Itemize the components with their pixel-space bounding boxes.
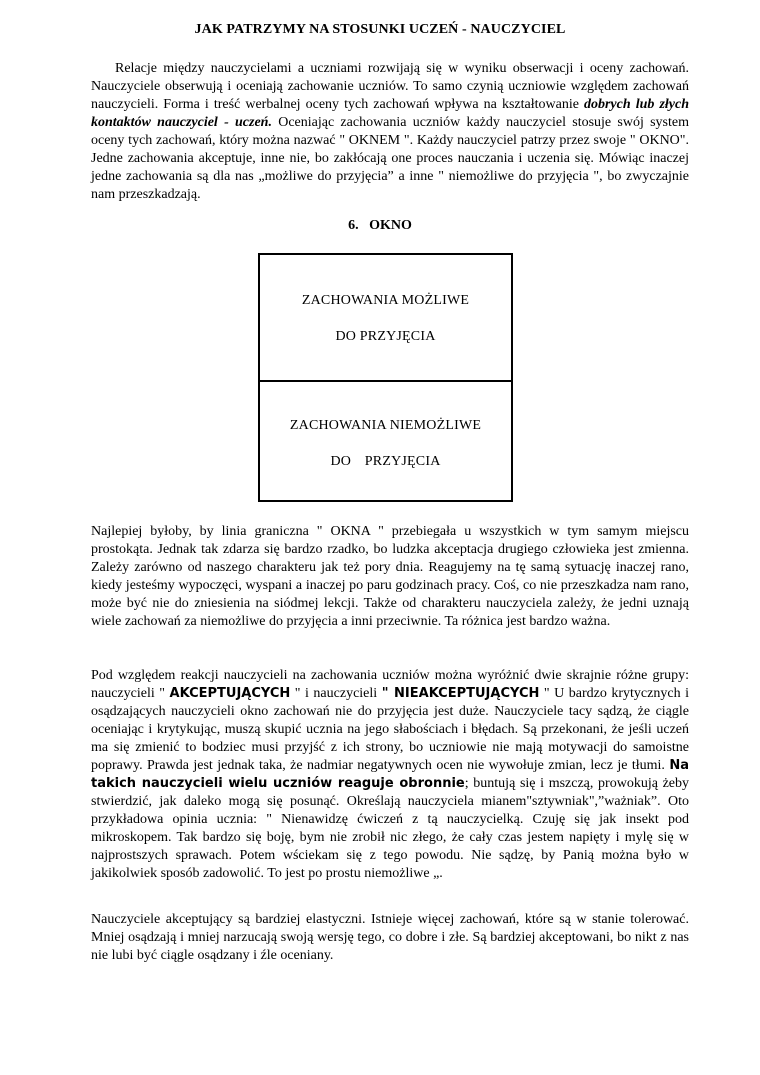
acceptable-label-line1: ZACHOWANIA MOŻLIWE bbox=[301, 293, 470, 308]
intro-emphasis: dobrych lub złych kontaktów nauczyciel - uczeń. bbox=[91, 97, 689, 130]
non-accepting-term: " NIEAKCEPTUJĄCYCH bbox=[381, 686, 540, 701]
groups-text-part2: " i nauczycieli bbox=[290, 686, 382, 701]
window-divider bbox=[260, 380, 511, 382]
paragraph-teacher-groups bbox=[91, 667, 689, 883]
paragraph-boundary-line: Najlepiej byłoby, by linia graniczna " OKNA " przebiegała u wszystkich w tym samym miejscu prostokąta. Jednak tak zdarza się bardzo rzadko, bo ludzka akceptacja drugiego człowieka jest zmienna. Zależy zarówno od naszego charakteru jak też pory dnia. Reagujemy na tę samą sytuację inaczej rano, kiedy jesteśmy wypoczęci, wyspani a inaczej po paru godzinach pracy. Coś, co nie przeszkadza nam rano, może być nie do zniesienia na siódmej lekcji. Także od charakteru nauczyciela zależy, że jedni uznają wiele zachowań za niemożliwe do przyjęcia a inni przeciwnie. Ta różnica jest bardzo ważna. bbox=[91, 524, 689, 629]
unacceptable-label-line2: DO PRZYJĘCIA bbox=[330, 454, 441, 469]
groups-text-part4: ; buntują się i mszczą, prowokują żeby stwierdzić, jak daleko mogą się posunąć. Określają nauczyciela mianem"sztywniak",”ważniak”. Oto przykładowa opinia ucznia: " Nienawidzę ćwiczeń z tą nauczycielką. Czuję się jak insekt pod mikroskopem. Tak bardzo się boję, bym nie zrobił nic złego, że cały czas jestem napięty i mylę się w najprostszych sprawach. Potem wściekam się z tego powodu. Nie sądzę, by Panią można było w jakikolwiek sposób zadowolić. To jest po prostu niemożliwe „. bbox=[91, 776, 690, 881]
section-heading: 6. OKNO bbox=[348, 218, 412, 233]
window-diagram bbox=[258, 253, 513, 502]
unacceptable-label-line1: ZACHOWANIA NIEMOŻLIWE bbox=[289, 418, 482, 433]
intro-text-part1: Relacje między nauczycielami a uczniami rozwijają się w wyniku obserwacji i oceny zachowań. Nauczyciele obserwują i oceniają zachowanie uczniów. To samo czynią uczniowie względem zachowań nauczycieli. Forma i treść werbalnej oceny tych zachowań wpływa na kształtowanie bbox=[91, 61, 689, 112]
intro-text-part2: Oceniając zachowania uczniów każdy nauczyciel stosuje swój system oceny tych zachowań, który można nazwać " OKNEM ". Każdy nauczyciel patrzy przez swoje " OKNO". Jedne zachowania akceptuje, inne nie, bo zakłócają one proces nauczania i uczenia się. Mówiąc inaczej jedne zachowania są dla nas „możliwe do przyjęcia” a inne " niemożliwe do przyjęcia ", bo zwyczajnie nam przeszkadzają. bbox=[91, 115, 689, 202]
groups-text-part3: " U bardzo krytycznych i osądzających nauczycieli okno zachowań nie do przyjęcia jest duże. Nauczyciele tacy sądzą, że ciągle oceniając i krytykując, muszą skupić ucznia na jego słabościach i błędach. Są przekonani, że jeśli uczeń ma się zmienić to bodziec musi przyjść z ich strony, bo uczniowie nie mają motywacji do samoistne poprawy. Prawda jest jednak taka, że nadmiar negatywnych ocen nie wywołuje zmian, lecz je tłumi. bbox=[91, 686, 689, 773]
document-title: JAK PATRZYMY NA STOSUNKI UCZEŃ - NAUCZYCIEL bbox=[194, 22, 566, 37]
intro-paragraph bbox=[91, 60, 689, 204]
paragraph-accepting-teachers: Nauczyciele akceptujący są bardziej elastyczni. Istnieje więcej zachowań, które są w stanie tolerować. Mniej osądzają i mniej narzucają swoją wersję tego, co dobre i złe. Są bardziej akceptowani, bo nikt z nas nie lubi być ciągle osądzany i źle oceniany. bbox=[91, 912, 689, 963]
groups-emphasis: Na takich nauczycieli wielu uczniów reaguje obronnie bbox=[91, 758, 689, 791]
accepting-term: AKCEPTUJĄCYCH bbox=[169, 686, 291, 701]
groups-text-part1: Pod względem reakcji nauczycieli na zachowania uczniów można wyróżnić dwie skrajnie różne grupy: nauczycieli " bbox=[91, 668, 689, 701]
acceptable-label-line2: DO PRZYJĘCIA bbox=[335, 329, 436, 344]
